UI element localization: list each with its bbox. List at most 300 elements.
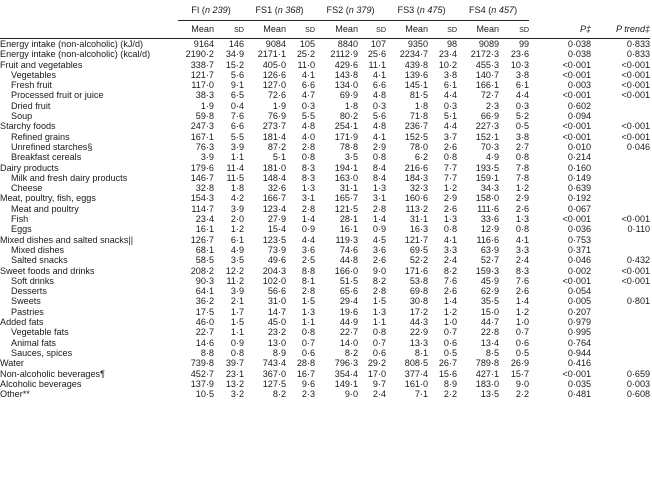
cell-sd: 2·5 (301, 255, 316, 266)
cell-mean: 405·0 (262, 59, 287, 70)
row-sublabel: Unrefined starches§ (11, 141, 93, 152)
cell-sd: 1·2 (443, 183, 458, 194)
cell-sd: 1·4 (301, 214, 316, 225)
cell-mean: 743·4 (262, 358, 287, 369)
row-sublabel: Fresh fruit (11, 80, 52, 91)
cell-mean: 114·7 (191, 203, 214, 214)
cell-p-trend (591, 173, 650, 183)
cell-p-trend (591, 183, 650, 193)
table-row (0, 90, 650, 100)
cell-mean: 35·5 (480, 296, 500, 307)
cell-mean: 72·6 (267, 90, 287, 101)
cell-p-trend (591, 286, 650, 296)
cell-p: 0·054 (567, 286, 592, 297)
cell-p: 0·036 (567, 224, 592, 235)
cell-sd: 8·3 (515, 265, 530, 276)
cell-mean: 181·0 (262, 162, 287, 173)
cell-sd: 1·3 (443, 214, 458, 225)
cell-mean: 45·0 (267, 317, 287, 328)
cell-sd: 11·0 (297, 59, 316, 70)
group-n: n 368 (277, 5, 301, 15)
cell-sd: 0·6 (372, 347, 387, 358)
cell-mean: 208·2 (190, 265, 214, 276)
cell-mean: 739·8 (190, 358, 214, 369)
cell-sd: 9·1 (230, 80, 245, 91)
column-header-mean: Mean (405, 24, 429, 34)
cell-sd: 1·2 (443, 306, 458, 317)
row-sublabel: Milk and fresh dairy products (11, 172, 128, 183)
table-row (0, 193, 650, 203)
cell-mean: 31·1 (339, 183, 359, 194)
cell-p-trend (591, 245, 650, 255)
cell-mean: 796·3 (334, 358, 359, 369)
cell-sd: 5·5 (301, 111, 316, 122)
cell-sd: 7·8 (515, 172, 530, 183)
cell-sd: 26·7 (438, 358, 458, 369)
cell-mean: 9089 (457, 39, 499, 50)
row-label: Fruit and vegetables (0, 59, 83, 70)
cell-mean: 427·1 (475, 368, 500, 379)
cell-p-trend: <0·001 (621, 121, 651, 132)
cell-sd: 8·2 (443, 265, 458, 276)
cell-mean: 28·1 (339, 214, 359, 225)
cell-mean: 194·1 (334, 162, 359, 173)
cell-p-trend: 0·608 (626, 389, 651, 400)
cell-mean: 166·1 (475, 80, 500, 91)
cell-mean: 227·3 (475, 121, 500, 132)
group-label: FS4 (469, 5, 486, 15)
table-row (0, 60, 650, 70)
cell-p: <0·001 (562, 69, 592, 80)
row-label: Sweet foods and drinks (0, 265, 95, 276)
row-label: Other** (0, 389, 30, 400)
cell-sd: 34·9 (225, 49, 245, 60)
cell-mean: 51·5 (339, 275, 359, 286)
cell-sd: 0·7 (372, 337, 387, 348)
table-row (0, 307, 650, 317)
group-header-fs2: FS2 (n 379) (315, 0, 386, 21)
cell-mean: 56·6 (267, 286, 287, 297)
cell-sd: 2·6 (443, 286, 458, 297)
cell-sd: 0·8 (515, 152, 530, 163)
cell-mean: 193·5 (475, 162, 500, 173)
table-row (0, 389, 650, 399)
cell-mean: 116·6 (476, 234, 500, 245)
table-row (0, 152, 650, 162)
cell-sd: 16·7 (296, 368, 316, 379)
cell-mean: 5·1 (272, 152, 287, 163)
cell-mean: 134·0 (334, 80, 359, 91)
cell-sd: 2·4 (515, 255, 530, 266)
cell-mean: 181·4 (262, 131, 287, 142)
cell-sd: 4·9 (230, 244, 245, 255)
cell-sd: 3·3 (515, 244, 530, 255)
cell-p: 0·944 (567, 347, 592, 358)
cell-sd: 2·8 (301, 286, 316, 297)
cell-mean: 44·7 (480, 317, 500, 328)
cell-sd: 0·8 (372, 327, 387, 338)
cell-mean: 1·9 (272, 100, 287, 111)
cell-mean: 102·0 (262, 275, 287, 286)
group-n: n 475 (419, 5, 443, 15)
cell-sd: 1·1 (230, 327, 245, 338)
cell-sd: 5·6 (230, 69, 245, 80)
cell-sd: 99 (499, 39, 529, 50)
cell-sd: 3·8 (515, 131, 530, 142)
cell-sd: 1·7 (230, 306, 245, 317)
cell-sd: 4·4 (301, 234, 316, 245)
row-label: Non-alcoholic beverages¶ (0, 368, 105, 379)
cell-mean: 14·6 (195, 337, 214, 348)
cell-mean: 8·5 (485, 347, 500, 358)
row-label: Dairy products (0, 162, 59, 173)
cell-p-trend: 0·833 (626, 49, 651, 60)
cell-p: 0·481 (567, 389, 592, 400)
cell-mean: 9350 (386, 39, 428, 50)
cell-mean: 127·0 (262, 80, 287, 91)
cell-sd: 2·6 (515, 286, 530, 297)
cell-sd: 6·1 (515, 80, 530, 91)
cell-sd: 2·6 (515, 203, 530, 214)
table-row (0, 224, 650, 234)
table-row (0, 214, 650, 224)
cell-mean: 140·7 (475, 69, 500, 80)
cell-sd: 3·9 (230, 203, 245, 214)
cell-p: 0·753 (567, 234, 592, 245)
table-row (0, 266, 650, 276)
cell-mean: 65·6 (339, 286, 359, 297)
cell-mean: 452·7 (190, 368, 214, 379)
cell-mean: 8·8 (200, 347, 214, 358)
group-header-fi: FI (n 239) (178, 0, 244, 21)
table-row (0, 132, 650, 142)
table-row (0, 379, 650, 389)
cell-mean: 15·4 (267, 224, 287, 235)
cell-mean: 455·3 (475, 59, 500, 70)
cell-p: 0·979 (567, 317, 592, 328)
cell-sd: 9·7 (372, 378, 387, 389)
cell-mean: 123·5 (262, 234, 287, 245)
cell-sd: 0·6 (515, 337, 530, 348)
cell-mean: 2190·2 (185, 49, 214, 60)
cell-p: 0·214 (567, 152, 592, 163)
cell-sd: 3·6 (301, 244, 316, 255)
cell-sd: 1·0 (515, 317, 530, 328)
cell-sd: 0·9 (230, 337, 245, 348)
cell-p: 0·995 (567, 327, 592, 338)
cell-mean: 49·6 (267, 255, 287, 266)
cell-sd: 3·9 (230, 141, 245, 152)
row-sublabel: Desserts (11, 286, 47, 297)
cell-p-trend (591, 101, 650, 111)
table-row (0, 101, 650, 111)
cell-sd: 1·4 (515, 296, 530, 307)
table-row (0, 121, 650, 131)
cell-p: 0·002 (567, 265, 592, 276)
cell-sd: 8·8 (301, 265, 316, 276)
cell-mean: 2·3 (485, 100, 500, 111)
cell-sd: 3·1 (301, 193, 316, 204)
column-header-sd: SD (305, 25, 316, 34)
cell-mean: 53·8 (409, 275, 429, 286)
cell-sd: 8·1 (301, 275, 316, 286)
cell-mean: 52·2 (409, 255, 429, 266)
cell-mean: 143·8 (334, 69, 359, 80)
row-sublabel: Processed fruit or juice (11, 90, 104, 101)
cell-sd: 11·5 (226, 172, 245, 183)
cell-p: 0·038 (567, 49, 592, 60)
header-blank (0, 21, 178, 39)
table-row (0, 49, 650, 59)
cell-mean: 121·7 (404, 234, 429, 245)
cell-sd: 25·6 (367, 49, 387, 60)
cell-mean: 13·0 (267, 337, 287, 348)
row-label: Meat, poultry, fish, eggs (0, 193, 96, 204)
cell-mean: 68·1 (195, 244, 214, 255)
cell-sd: 1·8 (230, 183, 245, 194)
cell-sd: 4·0 (301, 131, 316, 142)
cell-sd: 1·1 (372, 317, 387, 328)
cell-p: 0·192 (567, 193, 592, 204)
table-row (0, 327, 650, 337)
row-sublabel: Soft drinks (11, 275, 54, 286)
header-row-columns (0, 21, 650, 39)
cell-sd: 9·6 (301, 378, 316, 389)
cell-sd: 4·1 (443, 234, 458, 245)
cell-sd: 1·1 (301, 317, 316, 328)
cell-sd: 7·6 (443, 275, 458, 286)
cell-p: 0·416 (567, 358, 592, 369)
row-label: Energy intake (non-alcoholic) (kJ/d) (0, 39, 178, 50)
cell-mean: 167·1 (190, 131, 214, 142)
cell-mean: 22·7 (195, 327, 214, 338)
cell-mean: 2112·9 (330, 49, 359, 60)
row-sublabel: Breakfast cereals (11, 152, 82, 163)
cell-mean: 8·9 (272, 347, 287, 358)
cell-mean: 137·9 (190, 378, 214, 389)
cell-sd: 2·3 (301, 389, 316, 400)
column-header-mean: Mean (335, 24, 359, 34)
group-header-fs3: FS3 (n 475) (386, 0, 457, 21)
cell-sd: 4·4 (443, 121, 458, 132)
cell-mean: 152·5 (404, 131, 429, 142)
row-label: Energy intake (non-alcoholic) (kcal/d) (0, 49, 151, 60)
cell-mean: 3·9 (200, 152, 214, 163)
row-sublabel: Sauces, spices (11, 347, 73, 358)
group-label: FS1 (255, 5, 273, 15)
cell-mean: 179·6 (190, 162, 214, 173)
cell-mean: 22·9 (409, 327, 429, 338)
cell-sd: 0·4 (230, 100, 245, 111)
cell-mean: 160·6 (404, 193, 429, 204)
cell-mean: 52·7 (480, 255, 500, 266)
group-label: FS2 (326, 5, 344, 15)
column-header-p: P‡ (579, 23, 592, 34)
cell-mean: 2172·3 (470, 49, 500, 60)
cell-p-trend: 0·833 (591, 39, 650, 50)
cell-sd: 2·9 (515, 193, 530, 204)
cell-sd: 12·2 (225, 265, 245, 276)
cell-sd: 8·4 (372, 162, 387, 173)
table-row (0, 369, 650, 379)
cell-sd: 2·4 (443, 255, 458, 266)
row-label: Added fats (0, 317, 44, 328)
cell-sd: 1·5 (230, 317, 245, 328)
cell-mean: 12·9 (480, 224, 500, 235)
cell-sd: 1·2 (515, 306, 530, 317)
cell-mean: 148·4 (262, 172, 287, 183)
cell-mean: 34·3 (480, 183, 500, 194)
cell-mean: 62·9 (480, 286, 500, 297)
cell-mean: 69·5 (409, 244, 429, 255)
cell-mean: 17·2 (409, 306, 429, 317)
cell-sd: 8·3 (301, 162, 316, 173)
cell-mean: 119·3 (335, 234, 359, 245)
table-row (0, 111, 650, 121)
cell-sd: 0·3 (372, 100, 387, 111)
table-row (0, 183, 650, 193)
cell-sd: 2·9 (372, 141, 387, 152)
cell-mean: 14·7 (267, 306, 287, 317)
row-sublabel: Meat and poultry (11, 203, 79, 214)
cell-mean: 145·1 (404, 80, 429, 91)
column-header-mean: Mean (476, 24, 500, 34)
cell-sd: 0·3 (301, 100, 316, 111)
cell-mean: 236·7 (404, 121, 429, 132)
cell-mean: 183·0 (475, 378, 500, 389)
table-row (0, 39, 650, 50)
cell-p: 0·602 (567, 100, 592, 111)
cell-mean: 44·8 (339, 255, 359, 266)
cell-mean: 247·3 (190, 121, 214, 132)
cell-p-trend (591, 193, 650, 203)
cell-mean: 13·5 (480, 389, 500, 400)
cell-mean: 429·6 (334, 59, 359, 70)
cell-mean: 17·5 (195, 306, 214, 317)
column-header-mean: Mean (263, 24, 287, 34)
cell-sd: 0·7 (515, 327, 530, 338)
cell-p: <0·001 (562, 121, 592, 132)
cell-sd: 4·8 (372, 121, 387, 132)
cell-sd: 2·6 (443, 203, 458, 214)
cell-mean: 146·7 (190, 172, 214, 183)
cell-p-trend: <0·001 (621, 59, 651, 70)
cell-p: <0·001 (562, 131, 592, 142)
cell-sd: 2·7 (515, 141, 530, 152)
cell-sd: 0·8 (301, 327, 316, 338)
cell-p: 0·035 (567, 378, 592, 389)
cell-sd: 4·2 (230, 193, 245, 204)
cell-sd: 3·9 (230, 286, 245, 297)
cell-sd: 2·8 (372, 203, 387, 214)
cell-sd: 15·7 (510, 368, 530, 379)
cell-p-trend (591, 307, 650, 317)
cell-sd: 4·4 (443, 90, 458, 101)
cell-sd: 1·5 (301, 296, 316, 307)
cell-mean: 171·9 (334, 131, 359, 142)
cell-sd: 146 (214, 39, 244, 50)
cell-sd: 3·6 (372, 244, 387, 255)
cell-mean: 9164 (178, 39, 214, 50)
cell-sd: 7·7 (443, 172, 458, 183)
cell-sd: 3·8 (443, 69, 458, 80)
cell-mean: 59·8 (195, 111, 214, 122)
cell-p: <0·001 (562, 214, 592, 225)
cell-mean: 1·8 (414, 100, 429, 111)
cell-p-trend: <0·001 (621, 265, 651, 276)
cell-mean: 23·4 (195, 214, 214, 225)
cell-mean: 16·1 (195, 224, 214, 235)
cell-mean: 63·9 (480, 244, 500, 255)
cell-sd: 0·6 (301, 347, 316, 358)
cell-p: <0·001 (562, 90, 592, 101)
row-label: Alcoholic beverages (0, 378, 82, 389)
table-row (0, 163, 650, 173)
cell-mean: 32·8 (195, 183, 214, 194)
cell-mean: 30·8 (409, 296, 429, 307)
cell-sd: 4·1 (301, 69, 316, 80)
cell-sd: 5·5 (230, 131, 245, 142)
cell-mean: 273·7 (262, 121, 287, 132)
cell-mean: 38·3 (195, 90, 214, 101)
group-n: n 239 (204, 5, 228, 15)
table-row (0, 80, 650, 90)
cell-mean: 354·4 (334, 368, 359, 379)
cell-sd: 0·7 (301, 337, 316, 348)
cell-mean: 27·9 (267, 214, 287, 225)
table-row (0, 235, 650, 245)
cell-sd: 0·5 (515, 121, 530, 132)
cell-p-trend: 0·003 (626, 378, 651, 389)
cell-sd: 1·3 (301, 183, 316, 194)
cell-mean: 33·6 (480, 214, 500, 225)
cell-mean: 9·0 (344, 389, 359, 400)
cell-p-trend: <0·001 (621, 80, 651, 91)
cell-p-trend (591, 235, 650, 245)
cell-mean: 8·1 (414, 347, 429, 358)
cell-mean: 66·9 (480, 111, 500, 122)
cell-p-trend: <0·001 (621, 214, 651, 225)
cell-mean: 7·1 (414, 389, 429, 400)
cell-p-trend: <0·001 (621, 131, 651, 142)
cell-p: <0·001 (562, 59, 592, 70)
cell-mean: 254·1 (334, 121, 359, 132)
table-row (0, 296, 650, 306)
cell-sd: 0·3 (515, 100, 530, 111)
cell-p-trend (591, 163, 650, 173)
cell-mean: 14·0 (339, 337, 359, 348)
cell-sd: 0·9 (372, 224, 387, 235)
cell-sd: 8·2 (372, 275, 387, 286)
cell-sd: 2·9 (443, 193, 458, 204)
cell-p-trend: <0·001 (621, 69, 651, 80)
cell-sd: 2·4 (372, 389, 387, 400)
cell-sd: 6·6 (372, 80, 387, 91)
cell-p-trend: 0·432 (626, 255, 651, 266)
cell-sd: 8·3 (301, 172, 316, 183)
cell-mean: 22·7 (339, 327, 359, 338)
row-sublabel: Sweets (11, 296, 41, 307)
cell-mean: 69·8 (409, 286, 429, 297)
table-row (0, 348, 650, 358)
cell-mean: 31·1 (409, 214, 429, 225)
cell-mean: 139·6 (404, 69, 429, 80)
cell-sd: 39·7 (225, 358, 245, 369)
row-label: Mixed dishes and salted snacks|| (0, 234, 134, 245)
column-header-sd: SD (519, 25, 530, 34)
row-label: Starchy foods (0, 121, 56, 132)
cell-mean: 367·0 (262, 368, 287, 379)
